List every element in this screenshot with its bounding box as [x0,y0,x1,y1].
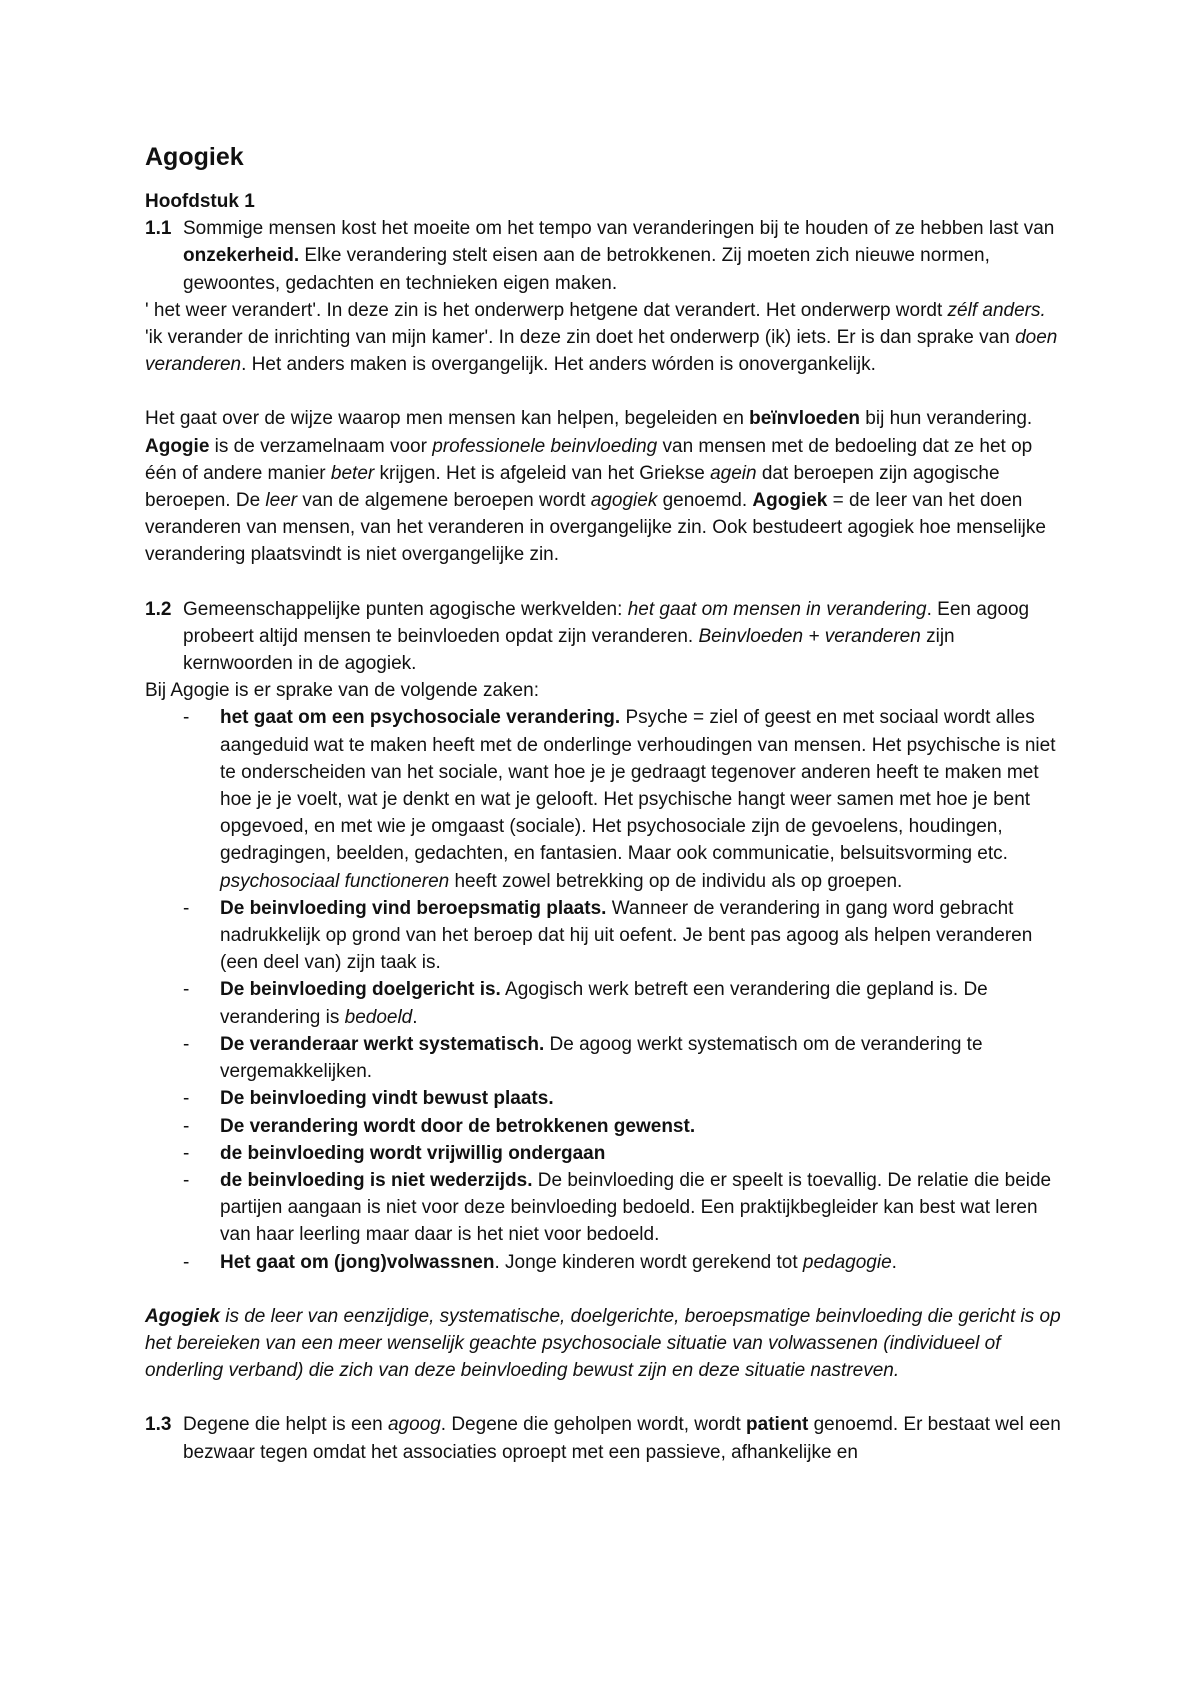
section-number: 1.2 [145,598,172,620]
list-item: - Het gaat om (jong)volwassnen. Jonge kinderen wordt gerekend tot pedagogie. [145,1249,1065,1276]
spacer [145,569,1065,596]
dash-bullet: - [183,1033,190,1055]
definition-paragraph: Agogiek is de leer van eenzijdige, systematische, doelgerichte, beroepsmatige beinvloeding die gericht is op het bereieken van een meer wenselijk geachte psychosociale situatie van volwassenen (individueel of onderling verband) die zich van deze beinvloeding bewust zijn en deze situatie nastreven. [145,1305,1061,1382]
paragraph-veranderen: ' het weer verandert'. In deze zin is het onderwerp hetgene dat verandert. Het onderwerp wordt zélf anders. 'ik verander de inrichting van mijn kamer'. In deze zin doet het onderwerp (ik) iets. Er is dan sprake van doen veranderen. Het anders maken is overgangelijk. Het anders wórden is onovergankelijk. [145,299,1058,376]
chapter-heading: Hoofdstuk 1 [145,191,255,212]
list-item: - De veranderaar werkt systematisch. De agoog werkt systematisch om de verandering te vergemakkelijken. [145,1031,1065,1085]
spacer [145,378,1065,405]
spacer [145,1276,1065,1303]
list-item: - de beinvloeding wordt vrijwillig ondergaan [145,1140,1065,1167]
dash-bullet: - [183,1251,190,1273]
list-item: - De beinvloeding vind beroepsmatig plaats. Wanneer de verandering in gang word gebracht nadrukkelijk op grond van het beroep dat hij uit oefent. Je bent pas agoog als helpen veranderen (een deel van) zijn taak is. [145,895,1065,977]
section-1-2: 1.2 Gemeenschappelijke punten agogische werkvelden: het gaat om mensen in verandering. Een agoog probeert altijd mensen te beinvloeden opdat zijn veranderen. Beinvloeden + veranderen zijn kernwoorden in de agogiek. [145,596,1065,678]
section-1-1: 1.1 Sommige mensen kost het moeite om het tempo van veranderingen bij te houden of ze hebben last van onzekerheid. Elke verandering stelt eisen aan de betrokkenen. Zij moeten zich nieuwe normen, gewoontes, gedachten en technieken eigen maken. [145,215,1065,297]
list-item: - De verandering wordt door de betrokkenen gewenst. [145,1113,1065,1140]
dash-bullet: - [183,1169,190,1191]
paragraph-agogie: Het gaat over de wijze waarop men mensen kan helpen, begeleiden en beïnvloeden bij hun verandering. Agogie is de verzamelnaam voor professionele beinvloeding van mensen met de bedoeling dat ze het op één of andere manier beter krijgen. Het is afgeleid van het Griekse agein dat beroepen zijn agogische beroepen. De leer van de algemene beroepen wordt agogiek genoemd. Agogiek = de leer van het doen veranderen van mensen, van het veranderen in overgangelijke zin. Ook bestudeert agogiek hoe menselijke verandering plaatsvindt is niet overgangelijke zin. [145,408,1046,566]
list-item: - De beinvloeding vindt bewust plaats. [145,1085,1065,1112]
list-item: - De beinvloeding doelgericht is. Agogisch werk betreft een verandering die gepland is. De verandering is bedoeld. [145,976,1065,1030]
list-intro: Bij Agogie is er sprake van de volgende zaken: [145,680,539,702]
characteristics-list [145,704,1065,1275]
section-number: 1.1 [145,218,172,240]
dash-bullet: - [183,1142,190,1164]
dash-bullet: - [183,897,190,919]
list-item: - het gaat om een psychosociale verandering. Psyche = ziel of geest en met sociaal wordt alles aangeduid wat te maken heeft met de onderlinge verhoudingen van mensen. Het psychische is niet te onderscheiden van het sociale, want hoe je je gedraagt tegenover anderen heeft te maken met hoe je je voelt, wat je denkt en wat je gelooft. Het psychische hangt weer samen met hoe je bent opgevoed, en met wie je omgaast (sociale). Het psychosociale zijn de gevoelens, houdingen, gedragingen, beelden, gedachten, en fantasien. Maar ook communicatie, belsuitsvorming etc. psychosociaal functioneren heeft zowel betrekking op de individu als op groepen. [145,704,1065,894]
dash-bullet: - [183,707,190,729]
document-title: Agogiek [145,143,244,171]
document-page [145,140,1065,1466]
spacer [145,1384,1065,1411]
list-item: - de beinvloeding is niet wederzijds. De beinvloeding die er speelt is toevallig. De relatie die beide partijen aangaan is niet voor deze beinvloeding bedoeld. Een praktijkbegleider kan best wat leren van haar leerling maar daar is het niet voor bedoeld. [145,1167,1065,1249]
dash-bullet: - [183,979,190,1001]
dash-bullet: - [183,1115,190,1137]
dash-bullet: - [183,1088,190,1110]
section-1-3: 1.3 Degene die helpt is een agoog. Degene die geholpen wordt, wordt patient genoemd. Er bestaat wel een bezwaar tegen omdat het associaties oproept met een passieve, afhankelijke en [145,1411,1065,1465]
section-number: 1.3 [145,1414,172,1436]
